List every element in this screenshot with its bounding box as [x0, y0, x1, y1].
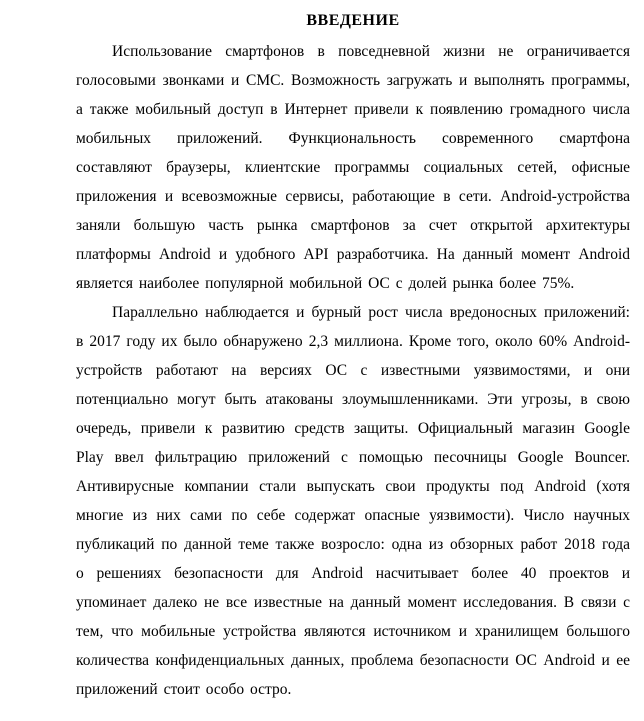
- intro-paragraph-2: Параллельно наблюдается и бурный рост числа вредоносных приложений: в 2017 году их было обнаружено 2,3 миллиона. Кроме того, около 60% Android-устройств работают на версиях ОС с известными уязвимостями, и они потенциально могут быть атакованы злоумышленниками. Эти угрозы, в свою очередь, привели к развитию средств защиты. Официальный магазин Google Play ввел фильтрацию приложений с помощью песочницы Google Bouncer. Антивирусные компании стали выпускать свои продукты под Android (хотя многие из них сами по себе содержат опасные уязвимости). Число научных публикаций по данной теме также возросло: одна из обзорных работ 2018 года о решениях безопасности для Android насчитывает более 40 проектов и упоминает далеко не все известные на данный момент исследования. В связи с тем, что мобильные устройства являются источником и хранилищем большого количества конфиденциальных данных, проблема безопасности ОС Android и ее приложений стоит особо остро.: [76, 304, 630, 698]
- page-title: ВВЕДЕНИЕ: [306, 12, 400, 29]
- intro-paragraph-1: Использование смартфонов в повседневной жизни не ограничивается голосовыми звонками и СМС. Возможность загружать и выполнять программы, а также мобильный доступ в Интернет привели к появлению громадного числа мобильных приложений. Функциональность современного смартфона составляют браузеры, клиентские программы социальных сетей, офисные приложения и всевозможные сервисы, работающие в сети. Android-устройства заняли большую часть рынка смартфонов за счет открытой архитектуры платформы Android и удобного API разработчика. На данный момент Android является наиболее популярной мобильной ОС с долей рынка более 75%.: [76, 43, 630, 292]
